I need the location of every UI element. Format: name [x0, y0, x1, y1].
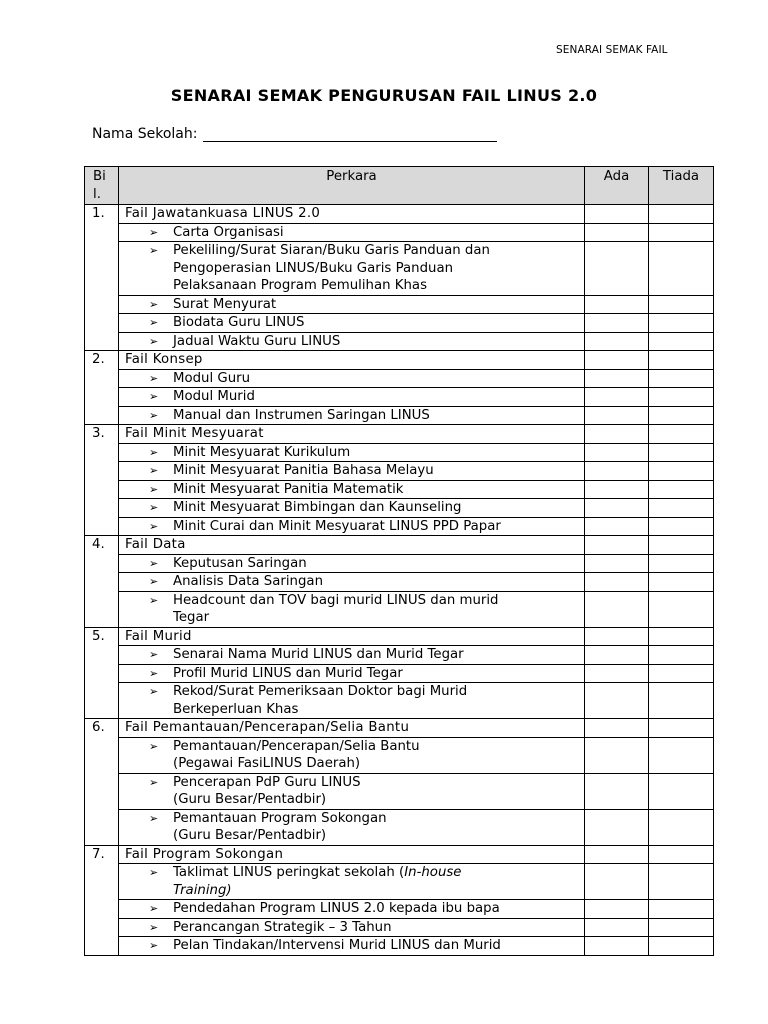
- list-item: [85, 646, 714, 665]
- list-item-line: Minit Mesyuarat Panitia Matematik: [173, 481, 404, 497]
- tiada-checkbox-cell[interactable]: [649, 388, 714, 407]
- list-item-line: Berkeperluan Khas: [173, 701, 299, 717]
- arrow-bullet-icon: ➢: [149, 334, 159, 348]
- arrow-bullet-icon: ➢: [149, 225, 159, 239]
- tiada-checkbox-cell[interactable]: [649, 809, 714, 845]
- section-row: [85, 845, 714, 864]
- list-item-line: Minit Mesyuarat Bimbingan dan Kaunseling: [173, 500, 462, 515]
- ada-checkbox-cell[interactable]: [585, 554, 649, 573]
- list-item: [85, 573, 714, 592]
- list-item-text: [119, 864, 585, 900]
- header-perkara: Perkara: [119, 167, 585, 205]
- checklist-table: [84, 166, 714, 956]
- ada-checkbox-cell[interactable]: [585, 627, 649, 646]
- arrow-bullet-icon: ➢: [149, 775, 159, 789]
- ada-checkbox-cell[interactable]: [585, 573, 649, 592]
- list-item-line: Analisis Data Saringan: [173, 574, 324, 589]
- arrow-bullet-icon: ➢: [149, 482, 159, 496]
- tiada-checkbox-cell[interactable]: [649, 573, 714, 592]
- list-item-line: Minit Mesyuarat Kurikulum: [173, 444, 351, 460]
- school-name-row: [92, 126, 497, 142]
- list-item: [85, 406, 714, 425]
- arrow-bullet-icon: ➢: [149, 445, 159, 459]
- list-item-text: [119, 462, 585, 481]
- arrow-bullet-icon: ➢: [149, 739, 159, 753]
- ada-checkbox-cell[interactable]: [585, 462, 649, 481]
- list-item-text: [119, 369, 585, 388]
- arrow-bullet-icon: ➢: [149, 408, 159, 422]
- list-item-italic: In-house: [404, 865, 462, 880]
- list-item-line: Minit Curai dan Minit Mesyuarat LINUS PPD Papar: [173, 518, 501, 534]
- list-item-text: [119, 443, 585, 462]
- arrow-bullet-icon: ➢: [149, 519, 159, 533]
- list-item: [85, 242, 714, 296]
- ada-checkbox-cell[interactable]: [585, 223, 649, 242]
- arrow-bullet-icon: ➢: [149, 866, 159, 879]
- section-number: 2.: [85, 351, 119, 425]
- arrow-bullet-icon: ➢: [149, 902, 159, 915]
- ada-checkbox-cell[interactable]: [585, 517, 649, 536]
- header-ada: Ada: [585, 167, 649, 205]
- list-item-text: [119, 388, 585, 407]
- arrow-bullet-icon: ➢: [149, 371, 159, 385]
- ada-checkbox-cell[interactable]: [585, 406, 649, 425]
- list-item-text: [119, 480, 585, 499]
- ada-checkbox-cell[interactable]: [585, 809, 649, 845]
- list-item: [85, 554, 714, 573]
- arrow-bullet-icon: ➢: [149, 316, 159, 329]
- list-item-line: Taklimat LINUS peringkat sekolah (: [173, 865, 405, 880]
- arrow-bullet-icon: ➢: [149, 556, 159, 570]
- tiada-checkbox-cell[interactable]: [649, 406, 714, 425]
- section-number: 4.: [85, 536, 119, 628]
- arrow-bullet-icon: ➢: [149, 685, 159, 698]
- tiada-checkbox-cell[interactable]: [649, 499, 714, 518]
- ada-checkbox-cell[interactable]: [585, 242, 649, 296]
- list-item-text: [119, 664, 585, 683]
- list-item: [85, 809, 714, 845]
- section-title-text: Fail Konsep: [125, 352, 203, 367]
- section-number: 6.: [85, 719, 119, 846]
- arrow-bullet-icon: ➢: [149, 390, 159, 403]
- arrow-bullet-icon: ➢: [149, 648, 159, 661]
- list-item-line: Pemantauan Program Sokongan: [173, 810, 387, 826]
- ada-checkbox-cell[interactable]: [585, 683, 649, 719]
- tiada-checkbox-cell[interactable]: [649, 332, 714, 351]
- list-item-text: [119, 499, 585, 518]
- list-item-line: Modul Guru: [173, 370, 251, 386]
- list-item-line: Manual dan Instrumen Saringan LINUS: [173, 407, 430, 423]
- ada-checkbox-cell[interactable]: [585, 351, 649, 370]
- section-title-text: Fail Murid: [125, 628, 192, 644]
- list-item-line: Carta Organisasi: [173, 224, 284, 240]
- section-title-text: Fail Pemantauan/Pencerapan/Selia Bantu: [125, 720, 410, 735]
- list-item-line: Pendedahan Program LINUS 2.0 kepada ibu bapa: [173, 901, 500, 916]
- arrow-bullet-icon: ➢: [149, 939, 159, 952]
- section-title-text: Fail Minit Mesyuarat: [125, 426, 264, 441]
- ada-checkbox-cell[interactable]: [585, 443, 649, 462]
- ada-checkbox-cell[interactable]: [585, 900, 649, 919]
- list-item-text: [119, 554, 585, 573]
- list-item-line: Perancangan Strategik – 3 Tahun: [173, 919, 392, 935]
- section-row: [85, 719, 714, 738]
- list-item-line: Training): [173, 882, 232, 898]
- list-item-line: Surat Menyurat: [173, 296, 277, 312]
- arrow-bullet-icon: ➢: [149, 297, 159, 311]
- ada-checkbox-cell[interactable]: [585, 295, 649, 314]
- list-item-text: [119, 517, 585, 536]
- ada-checkbox-cell[interactable]: [585, 205, 649, 224]
- arrow-bullet-icon: ➢: [149, 593, 159, 607]
- list-item-line: (Guru Besar/Pentadbir): [173, 828, 327, 843]
- list-item-line: Rekod/Surat Pemeriksaan Doktor bagi Murid: [173, 684, 468, 699]
- list-item-text: [119, 918, 585, 937]
- list-item-line: Minit Mesyuarat Panitia Bahasa Melayu: [173, 463, 434, 478]
- tiada-checkbox-cell[interactable]: [649, 536, 714, 555]
- tiada-checkbox-cell[interactable]: [649, 737, 714, 773]
- section-row: [85, 205, 714, 224]
- page-title: SENARAI SEMAK PENGURUSAN FAIL LINUS 2.0: [170, 86, 598, 105]
- arrow-bullet-icon: ➢: [149, 575, 159, 588]
- ada-checkbox-cell[interactable]: [585, 480, 649, 499]
- ada-checkbox-cell[interactable]: [585, 664, 649, 683]
- list-item-text: [119, 406, 585, 425]
- list-item: [85, 864, 714, 900]
- table-header-row: [85, 167, 714, 205]
- list-item-text: [119, 242, 585, 296]
- header-bil: Bi l.: [85, 167, 119, 205]
- arrow-bullet-icon: ➢: [149, 244, 159, 257]
- list-item: [85, 369, 714, 388]
- list-item-line: Pencerapan PdP Guru LINUS: [173, 774, 361, 790]
- list-item-text: [119, 223, 585, 242]
- tiada-checkbox-cell[interactable]: [649, 773, 714, 809]
- list-item-line: Pengoperasian LINUS/Buku Garis Panduan: [173, 260, 454, 276]
- list-item: [85, 918, 714, 937]
- section-number: 5.: [85, 627, 119, 719]
- ada-checkbox-cell[interactable]: [585, 937, 649, 956]
- section-number: 3.: [85, 425, 119, 536]
- list-item-text: [119, 809, 585, 845]
- list-item-line: Modul Murid: [173, 389, 255, 404]
- ada-checkbox-cell[interactable]: [585, 314, 649, 333]
- page-header-label: SENARAI SEMAK FAIL: [556, 44, 668, 56]
- ada-checkbox-cell[interactable]: [585, 845, 649, 864]
- list-item: [85, 664, 714, 683]
- tiada-checkbox-cell[interactable]: [649, 242, 714, 296]
- tiada-checkbox-cell[interactable]: [649, 314, 714, 333]
- section-title-text: Fail Program Sokongan: [125, 846, 284, 862]
- tiada-checkbox-cell[interactable]: [649, 351, 714, 370]
- list-item: [85, 683, 714, 719]
- arrow-bullet-icon: ➢: [149, 666, 159, 680]
- list-item-line: Tegar: [173, 610, 210, 625]
- section-title: [119, 845, 585, 864]
- tiada-checkbox-cell[interactable]: [649, 664, 714, 683]
- list-item-line: Pekeliling/Surat Siaran/Buku Garis Panduan dan: [173, 243, 490, 258]
- tiada-checkbox-cell[interactable]: [649, 462, 714, 481]
- section-title: [119, 351, 585, 370]
- ada-checkbox-cell[interactable]: [585, 773, 649, 809]
- section-row: [85, 425, 714, 444]
- school-name-label: Nama Sekolah:: [92, 126, 198, 142]
- tiada-checkbox-cell[interactable]: [649, 719, 714, 738]
- list-item-text: [119, 900, 585, 919]
- section-title: [119, 627, 585, 646]
- tiada-checkbox-cell[interactable]: [649, 517, 714, 536]
- section-number: 1.: [85, 205, 119, 351]
- list-item-line: Jadual Waktu Guru LINUS: [173, 333, 341, 349]
- ada-checkbox-cell[interactable]: [585, 536, 649, 555]
- list-item: [85, 480, 714, 499]
- list-item-line: Senarai Nama Murid LINUS dan Murid Tegar: [173, 647, 464, 662]
- arrow-bullet-icon: ➢: [149, 920, 159, 934]
- ada-checkbox-cell[interactable]: [585, 591, 649, 627]
- list-item-line: Pelan Tindakan/Intervensi Murid LINUS dan Murid: [173, 938, 501, 953]
- list-item-line: Profil Murid LINUS dan Murid Tegar: [173, 665, 403, 681]
- tiada-checkbox-cell[interactable]: [649, 295, 714, 314]
- header-tiada: Tiada: [649, 167, 714, 205]
- list-item: [85, 499, 714, 518]
- list-item-line: Headcount dan TOV bagi murid LINUS dan murid: [173, 592, 499, 608]
- arrow-bullet-icon: ➢: [149, 464, 159, 477]
- tiada-checkbox-cell[interactable]: [649, 937, 714, 956]
- list-item: [85, 737, 714, 773]
- list-item: [85, 591, 714, 627]
- list-item-text: [119, 332, 585, 351]
- section-row: [85, 536, 714, 555]
- tiada-checkbox-cell[interactable]: [649, 646, 714, 665]
- list-item-line: Pelaksanaan Program Pemulihan Khas: [173, 278, 427, 293]
- section-title: [119, 719, 585, 738]
- tiada-checkbox-cell[interactable]: [649, 480, 714, 499]
- section-title: [119, 205, 585, 224]
- list-item-text: [119, 295, 585, 314]
- tiada-checkbox-cell[interactable]: [649, 591, 714, 627]
- section-row: [85, 351, 714, 370]
- tiada-checkbox-cell[interactable]: [649, 627, 714, 646]
- ada-checkbox-cell[interactable]: [585, 369, 649, 388]
- list-item: [85, 332, 714, 351]
- list-item: [85, 937, 714, 956]
- section-title-text: Fail Data: [125, 537, 186, 552]
- list-item-line: Biodata Guru LINUS: [173, 315, 305, 330]
- ada-checkbox-cell[interactable]: [585, 864, 649, 900]
- list-item-text: [119, 314, 585, 333]
- ada-checkbox-cell[interactable]: [585, 646, 649, 665]
- tiada-checkbox-cell[interactable]: [649, 425, 714, 444]
- list-item: [85, 295, 714, 314]
- ada-checkbox-cell[interactable]: [585, 425, 649, 444]
- list-item: [85, 314, 714, 333]
- list-item: [85, 223, 714, 242]
- tiada-checkbox-cell[interactable]: [649, 443, 714, 462]
- list-item: [85, 443, 714, 462]
- ada-checkbox-cell[interactable]: [585, 332, 649, 351]
- section-title: [119, 536, 585, 555]
- list-item-text: [119, 737, 585, 773]
- ada-checkbox-cell[interactable]: [585, 499, 649, 518]
- tiada-checkbox-cell[interactable]: [649, 369, 714, 388]
- tiada-checkbox-cell[interactable]: [649, 554, 714, 573]
- tiada-checkbox-cell[interactable]: [649, 918, 714, 937]
- list-item-text: [119, 937, 585, 956]
- tiada-checkbox-cell[interactable]: [649, 864, 714, 900]
- school-name-blank-line: [203, 127, 497, 142]
- section-title: [119, 425, 585, 444]
- list-item-text: [119, 573, 585, 592]
- ada-checkbox-cell[interactable]: [585, 719, 649, 738]
- arrow-bullet-icon: ➢: [149, 501, 159, 514]
- section-row: [85, 627, 714, 646]
- list-item: [85, 773, 714, 809]
- list-item-text: [119, 591, 585, 627]
- tiada-checkbox-cell[interactable]: [649, 205, 714, 224]
- list-item: [85, 517, 714, 536]
- ada-checkbox-cell[interactable]: [585, 388, 649, 407]
- ada-checkbox-cell[interactable]: [585, 918, 649, 937]
- section-title-text: Fail Jawatankuasa LINUS 2.0: [125, 206, 321, 221]
- tiada-checkbox-cell[interactable]: [649, 845, 714, 864]
- tiada-checkbox-cell[interactable]: [649, 683, 714, 719]
- list-item-line: Keputusan Saringan: [173, 555, 307, 571]
- section-number: 7.: [85, 845, 119, 955]
- list-item-line: Pemantauan/Pencerapan/Selia Bantu: [173, 738, 420, 754]
- list-item-line: (Pegawai FasiLINUS Daerah): [173, 756, 361, 771]
- tiada-checkbox-cell[interactable]: [649, 223, 714, 242]
- list-item-text: [119, 683, 585, 719]
- tiada-checkbox-cell[interactable]: [649, 900, 714, 919]
- list-item-line: (Guru Besar/Pentadbir): [173, 792, 327, 807]
- list-item: [85, 900, 714, 919]
- list-item-text: [119, 773, 585, 809]
- list-item-text: [119, 646, 585, 665]
- arrow-bullet-icon: ➢: [149, 811, 159, 825]
- ada-checkbox-cell[interactable]: [585, 737, 649, 773]
- list-item: [85, 388, 714, 407]
- list-item: [85, 462, 714, 481]
